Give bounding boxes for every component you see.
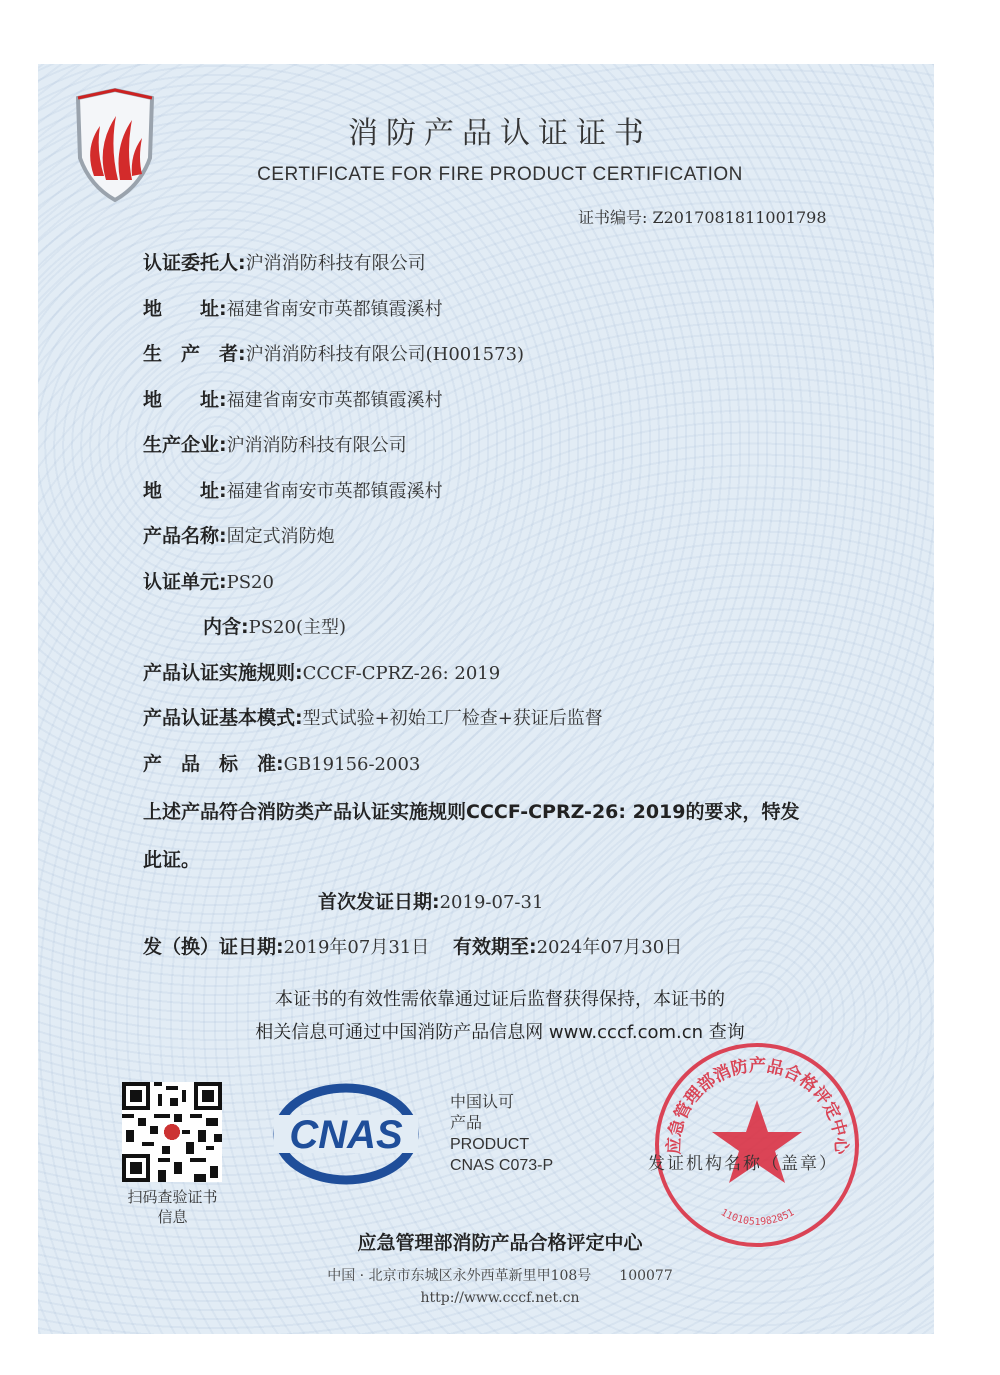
cnas-logo (272, 1082, 420, 1186)
rule-value: CCCF-CPRZ-26: 2019 (302, 663, 501, 684)
rule-row (143, 658, 500, 685)
qr-code-icon[interactable] (122, 1082, 222, 1182)
factory-value: 沪消消防科技有限公司 (226, 435, 407, 456)
producer-address-row (143, 385, 443, 412)
certificate-number-label: 证书编号: (578, 208, 648, 227)
product-name-value: 固定式消防炮 (226, 526, 335, 547)
client-label: 认证委托人: (143, 252, 246, 274)
valid-until-label: 有效期至: (452, 936, 537, 958)
producer-value: 沪消消防科技有限公司(H001573) (245, 344, 525, 365)
client-value: 沪消消防科技有限公司 (245, 253, 426, 274)
client-address-label: 地 址: (143, 298, 227, 320)
seal-number: 1101051982851 (718, 1207, 797, 1228)
issue-date-row (143, 932, 682, 959)
factory-row (143, 430, 407, 457)
issuer-label: 发证机构名称（盖章） (648, 1154, 838, 1174)
client-address-row (143, 294, 443, 321)
mode-label: 产品认证基本模式: (143, 707, 303, 729)
issue-date-value: 2019年07月31日 (283, 937, 430, 958)
product-name-row (143, 521, 335, 548)
first-issue-value: 2019-07-31 (439, 892, 544, 913)
organization-address: 中国 · 北京市东城区永外西革新里甲108号 100077 (327, 1268, 673, 1284)
compliance-statement-end: 此证。 (143, 849, 201, 871)
cert-unit-value: PS20 (226, 572, 274, 593)
organization-website-link[interactable]: http://www.cccf.net.cn (420, 1290, 580, 1306)
producer-address-value: 福建省南安市英都镇霞溪村 (226, 390, 443, 411)
valid-until-value: 2024年07月30日 (536, 937, 683, 958)
qr-caption: 扫码查验证书信息 (127, 1188, 218, 1226)
factory-address-label: 地 址: (143, 480, 227, 502)
svg-text:1101051982851 (719, 1207, 797, 1228)
cnas-accreditation-text (450, 1092, 600, 1176)
standard-value: GB19156-2003 (283, 754, 421, 775)
mode-row (143, 703, 603, 730)
producer-label: 生 产 者: (143, 343, 246, 365)
mode-value: 型式试验+初始工厂检查+获证后监督 (302, 708, 603, 729)
standard-label: 产 品 标 准: (143, 753, 284, 775)
first-issue-label: 首次发证日期: (318, 891, 440, 913)
contains-value: PS20(主型) (248, 617, 347, 638)
cnas-line1: 中国认可 (450, 1094, 515, 1111)
cnas-line3: PRODUCT (450, 1136, 530, 1153)
cnas-logo-text: CNAS (289, 1113, 403, 1157)
contains-row (203, 612, 346, 639)
issue-date-label: 发（换）证日期: (143, 936, 284, 958)
title-english: CERTIFICATE FOR FIRE PRODUCT CERTIFICATION (257, 164, 743, 185)
certificate-number-value: Z2017081811001798 (652, 208, 827, 227)
seal-ring-text: 应急管理部消防产品合格评定中心 (664, 1056, 851, 1155)
compliance-statement: 上述产品符合消防类产品认证实施规则CCCF-CPRZ-26: 2019的要求，特发 (143, 801, 800, 823)
validity-notice-line2: 相关信息可通过中国消防产品信息网 www.cccf.com.cn 查询 (255, 1022, 745, 1043)
client-row (143, 248, 426, 275)
factory-address-value: 福建省南安市英都镇霞溪村 (226, 481, 443, 502)
producer-address-label: 地 址: (143, 389, 227, 411)
official-seal (650, 1038, 865, 1253)
client-address-value: 福建省南安市英都镇霞溪村 (226, 299, 443, 320)
contains-label: 内含: (203, 616, 249, 638)
standard-row (143, 749, 420, 776)
cert-unit-row (143, 567, 274, 594)
cnas-line4: CNAS C073-P (450, 1157, 554, 1174)
rule-label: 产品认证实施规则: (143, 662, 303, 684)
first-issue-row (318, 887, 543, 914)
title-chinese: 消防产品认证证书 (348, 116, 652, 151)
cert-unit-label: 认证单元: (143, 571, 227, 593)
validity-notice-line1: 本证书的有效性需依靠通过证后监督获得保持，本证书的 (275, 989, 725, 1010)
cnas-line2: 产品 (450, 1115, 483, 1132)
certificate-number (578, 205, 827, 228)
factory-address-row (143, 476, 443, 503)
issuing-organization: 应急管理部消防产品合格评定中心 (357, 1232, 643, 1254)
producer-row (143, 339, 524, 366)
product-name-label: 产品名称: (143, 525, 227, 547)
factory-label: 生产企业: (143, 434, 227, 456)
